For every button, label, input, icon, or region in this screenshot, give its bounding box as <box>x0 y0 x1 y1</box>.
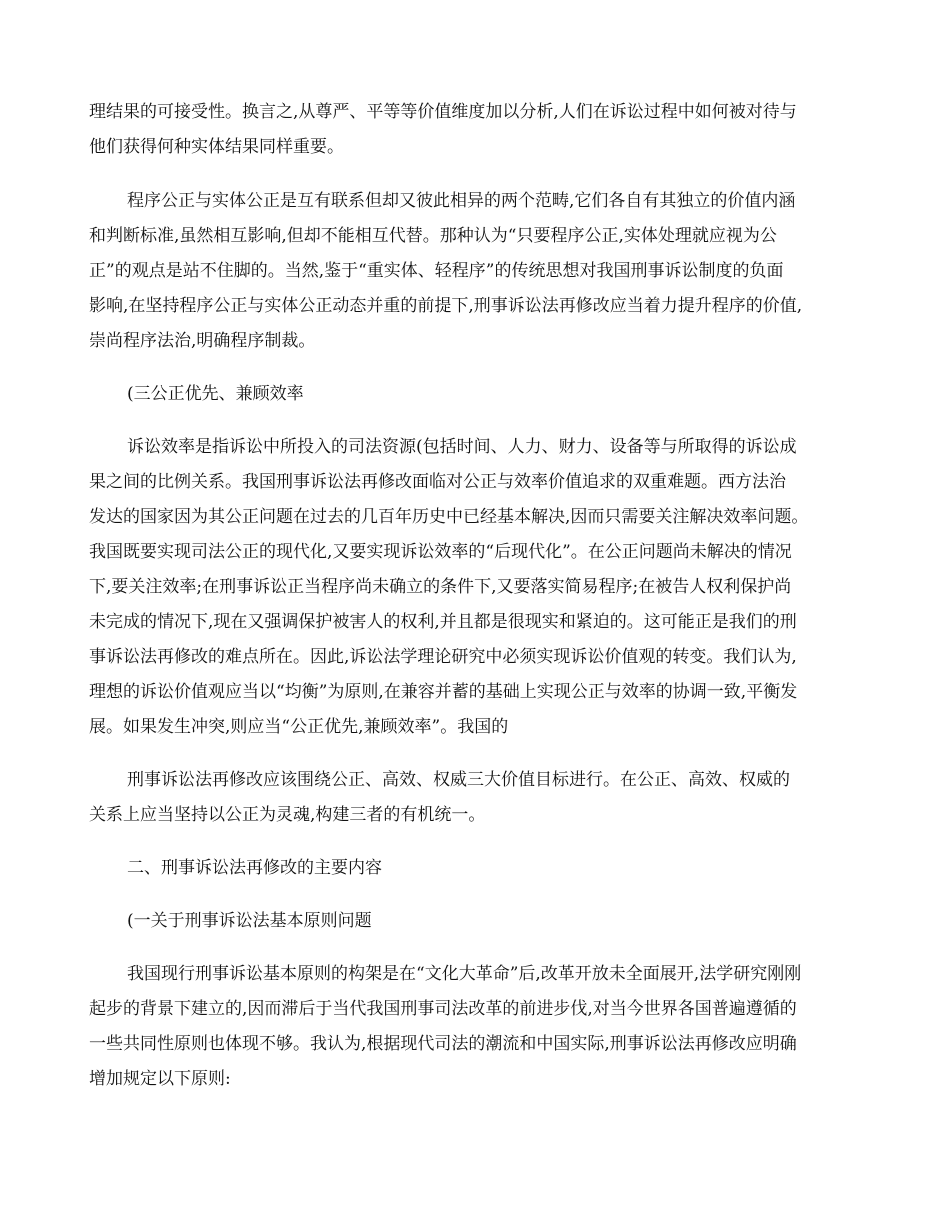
text-line: 增加规定以下原则: <box>89 1069 231 1089</box>
text-line: 展。如果发生冲突,则应当“公正优先,兼顾效率”。我国的 <box>89 717 509 737</box>
text-line: 下,要关注效率;在刑事诉讼正当程序尚未确立的条件下,又要落实简易程序;在被告人权利保护尚 <box>89 577 792 597</box>
text-line: 事诉讼法再修改的难点所在。因此,诉讼法学理论研究中必须实现诉讼价值观的转变。我们认为, <box>89 647 797 667</box>
text-line: 正”的观点是站不住脚的。当然,鉴于“重实体、轻程序”的传统思想对我国刑事诉讼制度的负面 <box>89 261 784 281</box>
text-line: 和判断标准,虽然相互影响,但却不能相互代替。那种认为“只要程序公正,实体处理就应视为公 <box>89 226 777 246</box>
text-line: 发达的国家因为其公正问题在过去的几百年历史中已经基本解决,因而只需要关注解决效率问题。 <box>89 507 809 527</box>
text-line: 程序公正与实体公正是互有联系但却又彼此相异的两个范畴,它们各自有其独立的价值内涵 <box>127 191 796 211</box>
text-line: 起步的背景下建立的,因而滞后于当代我国刑事司法改革的前进步伐,对当今世界各国普遍遵循的 <box>89 999 797 1019</box>
text-line: 果之间的比例关系。我国刑事诉讼法再修改面临对公正与效率价值追求的双重难题。西方法治 <box>89 472 786 492</box>
text-line: 理想的诉讼价值观应当以“均衡”为原则,在兼容并蓄的基础上实现公正与效率的协调一致,平衡发 <box>89 682 798 702</box>
section-heading: (三公正优先、兼顾效率 <box>127 384 304 404</box>
text-line: 崇尚程序法治,明确程序制裁。 <box>89 331 316 351</box>
text-line: 理结果的可接受性。换言之,从尊严、平等等价值维度加以分析,人们在诉讼过程中如何被对待与 <box>89 102 797 122</box>
text-line: 我国既要实现司法公正的现代化,又要实现诉讼效率的“后现代化”。在公正问题尚未解决的情况 <box>89 542 792 562</box>
section-heading: (一关于刑事诉讼法基本原则问题 <box>127 911 372 931</box>
text-line: 他们获得何种实体结果同样重要。 <box>89 137 344 157</box>
text-line: 一些共同性原则也体现不够。我认为,根据现代司法的潮流和中国实际,刑事诉讼法再修改应明确 <box>89 1034 797 1054</box>
text-line: 诉讼效率是指诉讼中所投入的司法资源(包括时间、人力、财力、设备等与所取得的诉讼成 <box>127 437 797 457</box>
text-line: 刑事诉讼法再修改应该围绕公正、高效、权威三大价值目标进行。在公正、高效、权威的 <box>127 770 790 790</box>
section-heading: 二、刑事诉讼法再修改的主要内容 <box>127 858 382 878</box>
text-line: 我国现行刑事诉讼基本原则的构架是在“文化大革命”后,改革开放未全面展开,法学研究刚刚 <box>127 964 802 984</box>
text-line: 关系上应当坚持以公正为灵魂,构建三者的有机统一。 <box>89 805 486 825</box>
text-line: 未完成的情况下,现在又强调保护被害人的权利,并且都是很现实和紧迫的。这可能正是我们的刑 <box>89 612 797 632</box>
text-line: 影响,在坚持程序公正与实体公正动态并重的前提下,刑事诉讼法再修改应当着力提升程序的价值, <box>89 296 803 316</box>
